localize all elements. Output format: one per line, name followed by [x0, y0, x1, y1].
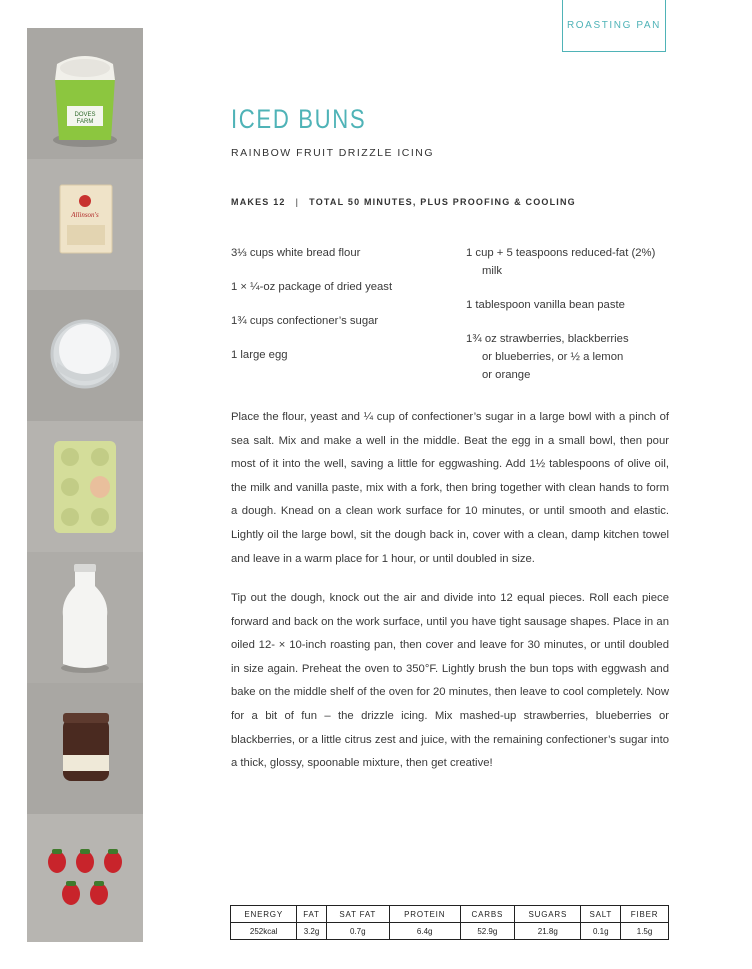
- nutrition-header: ENERGY: [231, 906, 297, 923]
- yeast-brand-text: Allinson's: [71, 211, 99, 219]
- nutrition-value: 252kcal: [231, 923, 297, 940]
- method-paragraph: Tip out the dough, knock out the air and divide into 12 equal pieces. Roll each piece forward and back on the work surface, until you have tight sausage shapes. Place in an oiled 12- × 10-inch roasting pan, then cover and leave for 30 minutes, or until doubled in size again. Preheat the oven to 350°F. Lightly brush the bun tops with eggwash and bake on the middle shelf of the oven for 20 minutes, then leave to cool completely. Now for a bit of fun – the drizzle icing. Mix mashed-up strawberries, blueberries or blackberries, or a little citrus zest and juice, with the remaining confectioner’s sugar into a thick, glossy, spoonable mixture, then get creative!: [231, 592, 669, 770]
- ingredient-line: 1 tablespoon vanilla bean paste: [466, 299, 625, 311]
- nutrition-value: 21.8g: [515, 923, 581, 940]
- flour-brand-text-2: FARM: [76, 119, 94, 125]
- sugar-jar-photo: [27, 290, 143, 421]
- ingredient-line: or blueberries, or ½ a lemon: [482, 351, 624, 363]
- ingredient-item: 1¾ cups confectioner’s sugar: [231, 315, 379, 327]
- recipe-meta: [231, 197, 576, 207]
- section-tab: ROASTING PAN: [562, 0, 666, 52]
- milk-bottle-photo: [27, 552, 143, 683]
- ingredient-line: or orange: [482, 369, 531, 381]
- recipe-subtitle: RAINBOW FRUIT DRIZZLE ICING: [231, 147, 435, 159]
- total-time: TOTAL 50 MINUTES, PLUS PROOFING & COOLING: [309, 197, 576, 207]
- nutrition-header: CARBS: [460, 906, 515, 923]
- nutrition-table: [230, 905, 669, 940]
- flour-bag-photo: [27, 28, 143, 159]
- nutrition-value: 3.2g: [297, 923, 326, 940]
- ingredient-photo-strip: [27, 28, 143, 942]
- nutrition-value: 0.1g: [581, 923, 621, 940]
- flour-brand-text: DOVES: [74, 112, 96, 118]
- nutrition-value: 6.4g: [389, 923, 460, 940]
- nutrition-value: 1.5g: [621, 923, 669, 940]
- nutrition-header: SAT FAT: [326, 906, 389, 923]
- ingredient-line: 1¾ oz strawberries, blackberries: [466, 333, 629, 345]
- meta-separator: |: [295, 197, 300, 207]
- strawberries-photo: [27, 814, 143, 942]
- nutrition-header: FIBER: [621, 906, 669, 923]
- ingredient-item: [466, 244, 655, 280]
- nutrition-value: 52.9g: [460, 923, 515, 940]
- yeast-packet-photo: [27, 159, 143, 290]
- method-paragraph: Place the flour, yeast and ¼ cup of confectioner’s sugar in a large bowl with a pinch of sea salt. Mix and make a well in the middle. Beat the egg in a small bowl, then pour most of it into the well, saving a little for eggwashing. Add 1½ tablespoons of olive oil, the milk and vanilla paste, mix with a fork, then bring together with clean hands to form a dough. Knead on a clean work surface for 10 minutes, or until smooth and elastic. Lightly oil the large bowl, sit the dough back in, cover with a clean, damp kitchen towel and leave in a warm place for 1 hour, or until doubled in size.: [231, 411, 669, 565]
- makes-count: MAKES 12: [231, 197, 286, 207]
- nutrition-header: FAT: [297, 906, 326, 923]
- nutrition-value: 0.7g: [326, 923, 389, 940]
- recipe-title: ICED BUNS: [231, 104, 367, 134]
- ingredient-item: [466, 296, 625, 314]
- nutrition-header: SALT: [581, 906, 621, 923]
- nutrition-header: PROTEIN: [389, 906, 460, 923]
- ingredient-item: 3⅓ cups white bread flour: [231, 247, 361, 259]
- nutrition-header-row: [231, 906, 669, 923]
- ingredient-line: 1 cup + 5 teaspoons reduced-fat (2%): [466, 247, 656, 259]
- ingredient-item: [466, 330, 629, 384]
- ingredient-item: 1 × ¼-oz package of dried yeast: [231, 281, 393, 293]
- ingredient-item: 1 large egg: [231, 349, 288, 361]
- nutrition-header: SUGARS: [515, 906, 581, 923]
- vanilla-paste-jar-photo: [27, 683, 143, 814]
- ingredient-line: milk: [482, 265, 503, 277]
- egg-tray-photo: [27, 421, 143, 552]
- nutrition-value-row: [231, 923, 669, 940]
